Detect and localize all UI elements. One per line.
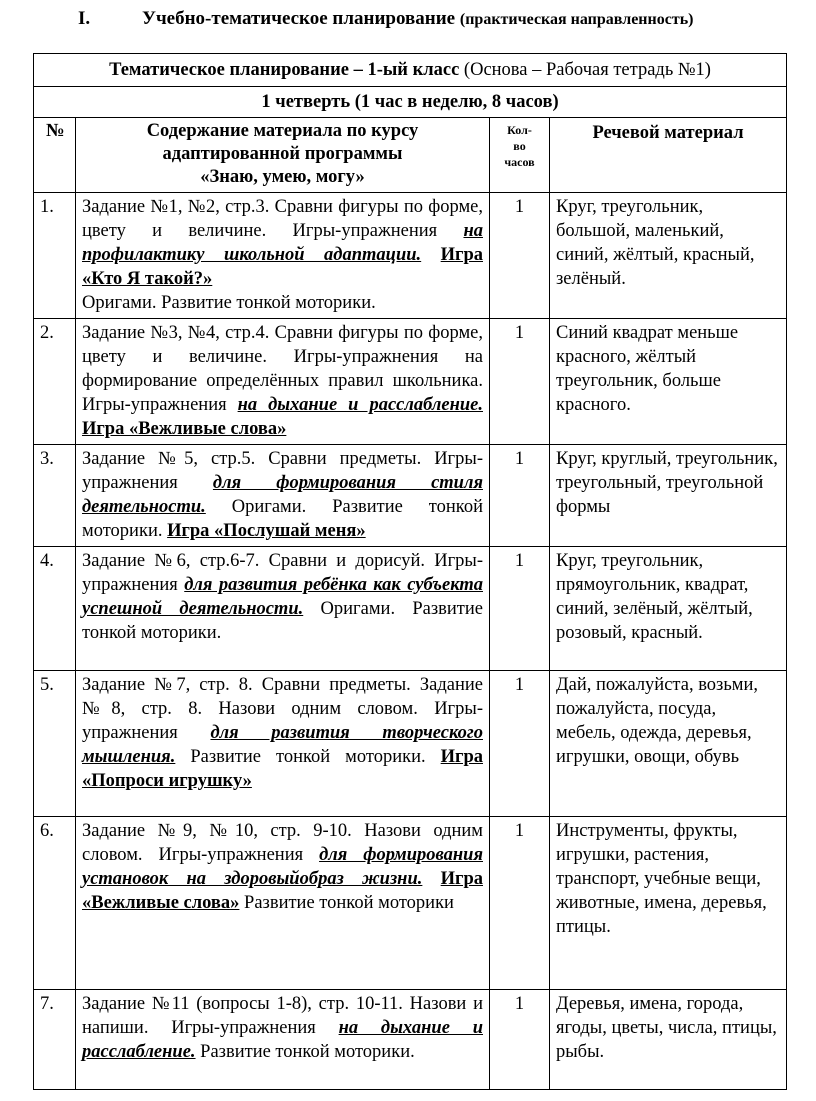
header-row bbox=[34, 118, 787, 193]
row-number: 3. bbox=[34, 445, 76, 547]
content-underlined: на дыхание и расслабление. bbox=[82, 1018, 483, 1062]
row-content bbox=[76, 319, 490, 445]
header-hours-line: Кол- bbox=[507, 123, 532, 137]
quarter-row bbox=[34, 87, 787, 118]
table-row bbox=[34, 445, 787, 547]
content-text: Оригами. Развитие тонкой моторики. bbox=[82, 497, 483, 541]
content-underlined: на дыхание и расслабление. bbox=[237, 395, 483, 415]
game-title: Игра «Вежливые слова» bbox=[82, 869, 483, 913]
row-content bbox=[76, 990, 490, 1090]
content-underlined: для развития творческого мышления. bbox=[82, 723, 483, 767]
row-speech: Деревья, имена, города, ягоды, цветы, числа, птицы, рыбы. bbox=[550, 990, 787, 1090]
row-speech: Круг, круглый, треугольник, треугольный, треугольной формы bbox=[550, 445, 787, 547]
row-speech: Дай, пожалуйста, возьми, пожалуйста, посуда, мебель, одежда, деревья, игрушки, овощи, обувь bbox=[550, 671, 787, 817]
content-underlined: на профилактику школьной адаптации. bbox=[82, 221, 483, 265]
row-hours: 1 bbox=[490, 193, 550, 319]
quarter-label: 1 четверть (1 час в неделю, 8 часов) bbox=[34, 87, 787, 118]
content-text: Развитие тонкой моторики bbox=[239, 893, 454, 913]
content-text: Оригами. Развитие тонкой моторики. bbox=[82, 599, 483, 643]
row-number: 4. bbox=[34, 547, 76, 671]
content-text: Оригами. Развитие тонкой моторики. bbox=[82, 293, 376, 313]
row-speech: Инструменты, фрукты, игрушки, растения, транспорт, учебные вещи, животные, имена, деревья, птицы. bbox=[550, 817, 787, 990]
section-heading bbox=[78, 8, 694, 30]
row-number: 1. bbox=[34, 193, 76, 319]
table-title bbox=[34, 54, 787, 87]
row-content bbox=[76, 817, 490, 990]
content-text: Задание №3, №4, стр.4. Сравни фигуры по форме, цвету и величине. Игры-упражнения на формирование определённых правил школьника. Игры-упражнения bbox=[82, 323, 483, 415]
row-hours: 1 bbox=[490, 319, 550, 445]
table-title-row bbox=[34, 54, 787, 87]
row-content bbox=[76, 445, 490, 547]
content-underlined: для формирования стиля деятельности. bbox=[82, 473, 483, 517]
header-hours-line: во bbox=[513, 139, 526, 153]
row-content bbox=[76, 671, 490, 817]
content-text: Задание №9, №10, стр. 9-10. Назови одним словом. Игры-упражнения bbox=[82, 821, 483, 865]
table-row bbox=[34, 547, 787, 671]
row-speech: Синий квадрат меньше красного, жёлтый треугольник, больше красного. bbox=[550, 319, 787, 445]
table-title-rest: (Основа – Рабочая тетрадь №1) bbox=[459, 60, 711, 80]
header-hours bbox=[490, 118, 550, 193]
table-row bbox=[34, 817, 787, 990]
section-title: Учебно-тематическое планирование bbox=[142, 8, 456, 29]
header-content bbox=[76, 118, 490, 193]
content-underlined: для развития ребёнка как субъекта успешной деятельности. bbox=[82, 575, 483, 619]
row-speech: Круг, треугольник, прямоугольник, квадрат, синий, зелёный, жёлтый, розовый, красный. bbox=[550, 547, 787, 671]
row-hours: 1 bbox=[490, 547, 550, 671]
row-number: 6. bbox=[34, 817, 76, 990]
header-content-line: Содержание материала по курсу bbox=[146, 121, 419, 141]
content-underlined: для формирования установок на здоровыйобраз жизни. bbox=[82, 845, 483, 889]
header-num: № bbox=[34, 118, 76, 193]
content-text: Задание №7, стр. 8. Сравни предметы. Задание №8, стр. 8. Назови одним словом. Игры-упражнения bbox=[82, 675, 483, 743]
content-text: Задание №11 (вопросы 1-8), стр. 10-11. Назови и напиши. Игры-упражнения bbox=[82, 994, 483, 1038]
content-text: Задание №5, стр.5. Сравни предметы. Игры-упражнения bbox=[82, 449, 483, 493]
row-number: 2. bbox=[34, 319, 76, 445]
game-title: Игра «Кто Я такой?» bbox=[82, 245, 483, 289]
content-text: Задание №6, стр.6-7. Сравни и дорисуй. Игры-упражнения bbox=[82, 551, 483, 595]
header-speech: Речевой материал bbox=[550, 118, 787, 193]
table-row bbox=[34, 319, 787, 445]
plan-table bbox=[33, 53, 787, 1090]
section-subtitle: (практическая направленность) bbox=[459, 11, 694, 28]
table-row bbox=[34, 193, 787, 319]
content-text bbox=[422, 869, 440, 889]
row-speech: Круг, треугольник, большой, маленький, синий, жёлтый, красный, зелёный. bbox=[550, 193, 787, 319]
row-hours: 1 bbox=[490, 990, 550, 1090]
header-hours-line: часов bbox=[504, 155, 535, 169]
row-content bbox=[76, 193, 490, 319]
content-text: Развитие тонкой моторики. bbox=[175, 747, 441, 767]
row-hours: 1 bbox=[490, 671, 550, 817]
row-hours: 1 bbox=[490, 445, 550, 547]
row-hours: 1 bbox=[490, 817, 550, 990]
content-text: Задание №1, №2, стр.3. Сравни фигуры по форме, цвету и величине. Игры-упражнения bbox=[82, 197, 483, 241]
row-number: 5. bbox=[34, 671, 76, 817]
section-number: I. bbox=[78, 8, 91, 29]
row-content bbox=[76, 547, 490, 671]
header-content-line: «Знаю, умею, могу» bbox=[200, 167, 365, 187]
table-row bbox=[34, 990, 787, 1090]
content-text bbox=[421, 245, 440, 265]
table-row bbox=[34, 671, 787, 817]
table-title-bold: Тематическое планирование – 1-ый класс bbox=[109, 60, 460, 80]
game-title: Игра «Вежливые слова» bbox=[82, 419, 287, 439]
content-text: Развитие тонкой моторики. bbox=[195, 1042, 415, 1062]
row-number: 7. bbox=[34, 990, 76, 1090]
game-title: Игра «Попроси игрушку» bbox=[82, 747, 483, 791]
header-content-line: адаптированной программы bbox=[162, 144, 403, 164]
game-title: Игра «Послушай меня» bbox=[167, 521, 366, 541]
